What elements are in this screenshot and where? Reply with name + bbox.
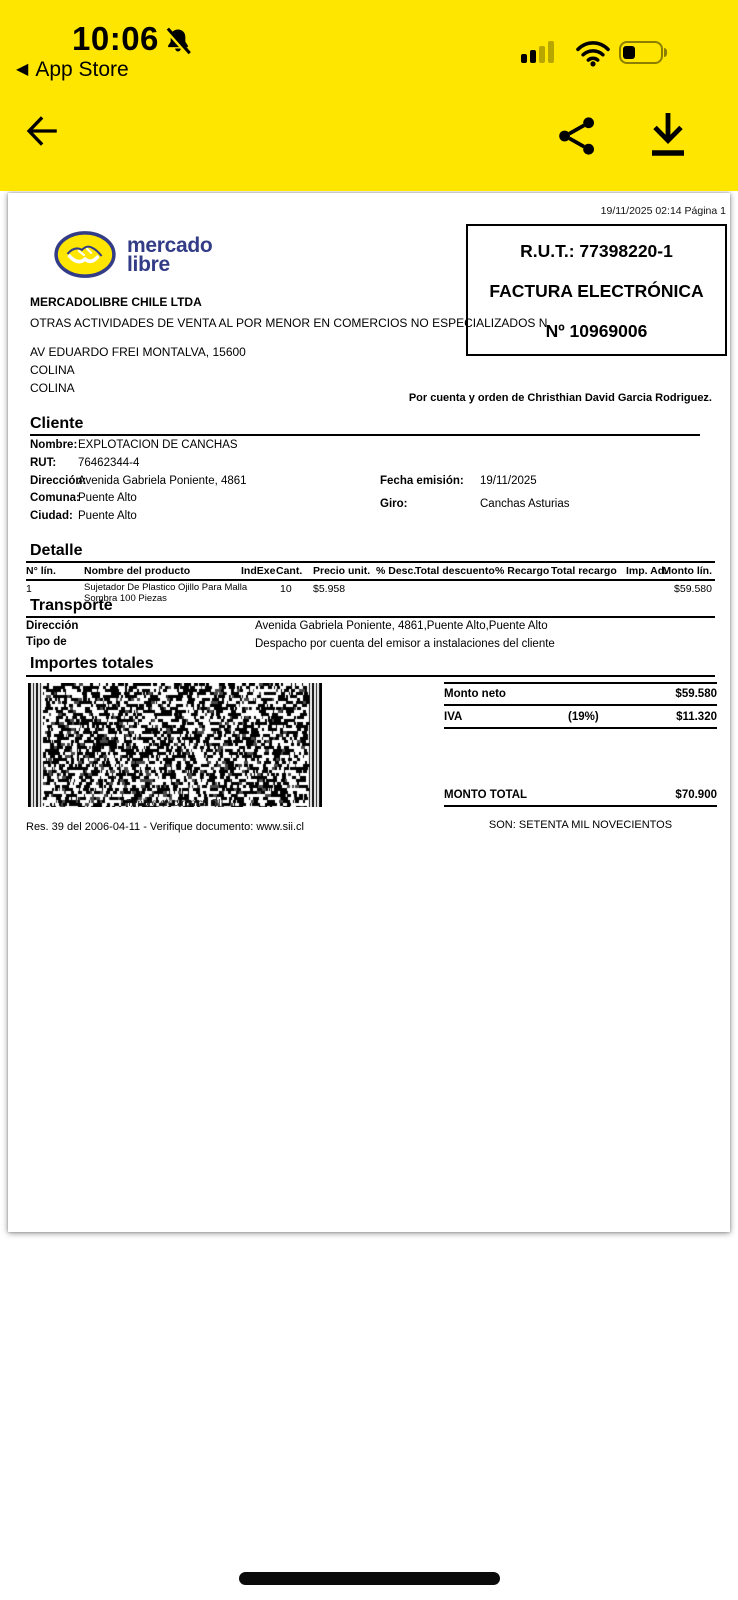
col-precio: Precio unit. [313,565,371,577]
col-cant: Cant. [276,565,303,577]
footer-note: Res. 39 del 2006-04-11 - Verifique documento: www.sii.cl [26,821,304,833]
emitter-address: AV EDUARDO FREI MONTALVA, 15600 [30,345,246,359]
col-recargo: % Recargo [495,565,550,577]
sii-stamp-barcode [28,683,322,807]
client-rut-value: 76462344-4 [78,457,140,469]
detail-header-rule [26,579,715,581]
on-behalf-note: Por cuenta y orden de Christhian David Garcia Rodriguez. [408,392,712,404]
rut-box [466,224,727,356]
monto-total-label: MONTO TOTAL [444,789,528,801]
battery-body [619,41,663,64]
iva-label: IVA [444,711,463,723]
page-meta: 19/11/2025 02:14 Página 1 [600,205,726,217]
monto-neto-rule [444,704,717,706]
totals-top-rule [444,682,717,684]
transport-direccion-value: Avenida Gabriela Poniente, 4861,Puente Alto,Puente Alto [255,620,548,632]
fecha-emision-value: 19/11/2025 [480,475,537,487]
row-line-total: $59.580 [674,583,712,595]
client-comuna-label: Comuna: [30,492,80,504]
cellular-signal-icon [521,40,554,63]
client-nombre-value: EXPLOTACION DE CANCHAS [78,439,238,451]
detail-section-title: Detalle [30,542,83,559]
client-section-title: Cliente [30,415,84,432]
client-comuna-value: Puente Alto [78,492,137,504]
col-indexe: IndExe [241,565,276,577]
document-type: FACTURA ELECTRÓNICA [489,281,704,301]
row-line-number: 1 [26,583,32,595]
monto-neto-value: $59.580 [675,688,717,700]
app-header [0,0,738,191]
client-ciudad-value: Puente Alto [78,510,137,522]
emitter-city: COLINA [30,363,75,377]
totals-heading-rule [26,675,715,677]
battery-level [623,46,635,59]
logo-line2: libre [127,252,170,276]
iva-value: $11.320 [676,711,717,723]
transport-section-title: Transporte [30,597,113,614]
mercadolibre-logo [53,230,212,279]
client-rule [30,434,700,436]
client-ciudad-label: Ciudad: [30,510,73,522]
handshake-icon [53,230,117,279]
giro-label: Giro: [380,498,408,510]
transport-tipo-value: Despacho por cuenta del emisor a instalaciones del cliente [255,638,555,650]
download-button[interactable] [644,107,692,161]
back-triangle-icon: ◀ [16,61,29,78]
totals-section-title: Importes totales [30,655,154,672]
monto-total-rule [444,805,717,807]
iva-rule [444,727,717,729]
giro-value: Canchas Asturias [480,498,570,510]
col-producto: Nombre del producto [84,565,191,577]
row-unit-price: $5.958 [313,583,346,595]
back-button[interactable] [16,108,62,154]
transport-direccion-label: Dirección [26,620,79,632]
invoice-number: Nº 10969006 [545,321,648,341]
stamp-caption: Timbre electrónico SII [126,798,224,809]
logo-wordmark [127,233,213,276]
row-product: Sujetador De Plastico Ojillo Para Malla Sombra 100 Piezas [84,582,248,604]
row-qty: 10 [280,583,292,595]
client-nombre-label: Nombre: [30,439,78,451]
battery-icon [619,41,667,64]
col-desc: % Desc. [376,565,417,577]
share-button[interactable] [553,112,601,160]
status-time: 10:06 [72,20,159,57]
home-indicator[interactable] [239,1572,500,1585]
invoice-page [8,193,730,1232]
transport-rule [26,616,715,618]
back-to-app-store[interactable] [16,58,129,82]
client-direccion-label: Dirección: [30,475,87,487]
transport-tipo-label: Tipo de [26,636,67,648]
pdf-viewer[interactable] [0,191,738,1600]
wifi-icon [574,40,612,67]
back-app-label: App Store [35,58,129,81]
col-n-lin: N° lín. [26,565,56,577]
client-direccion-value: Avenida Gabriela Poniente, 4861 [78,475,247,487]
iva-rate: (19%) [568,711,599,723]
bell-slash-icon [162,26,194,58]
emitter-activity: OTRAS ACTIVIDADES DE VENTA AL POR MENOR EN COMERCIOS NO ESPECIALIZADOS N. [30,316,551,330]
fecha-emision-label: Fecha emisión: [380,475,464,487]
monto-total-value: $70.900 [675,789,717,801]
logo-line1: mercado [127,233,213,257]
col-total-desc: Total descuento [415,565,495,577]
battery-nub [664,48,667,57]
emitter-comuna: COLINA [30,381,75,395]
col-imp-ad: Imp. Ad. [626,565,668,577]
col-monto-lin: Monto lín. [662,565,712,577]
detail-table-top-rule [26,561,715,563]
emitter-rut: R.U.T.: 77398220-1 [520,241,673,261]
client-rut-label: RUT: [30,457,57,469]
emitter-name: MERCADOLIBRE CHILE LTDA [30,295,202,309]
amount-in-words: SON: SETENTA MIL NOVECIENTOS [488,819,673,831]
monto-neto-label: Monto neto [444,688,506,700]
col-total-recargo: Total recargo [551,565,617,577]
